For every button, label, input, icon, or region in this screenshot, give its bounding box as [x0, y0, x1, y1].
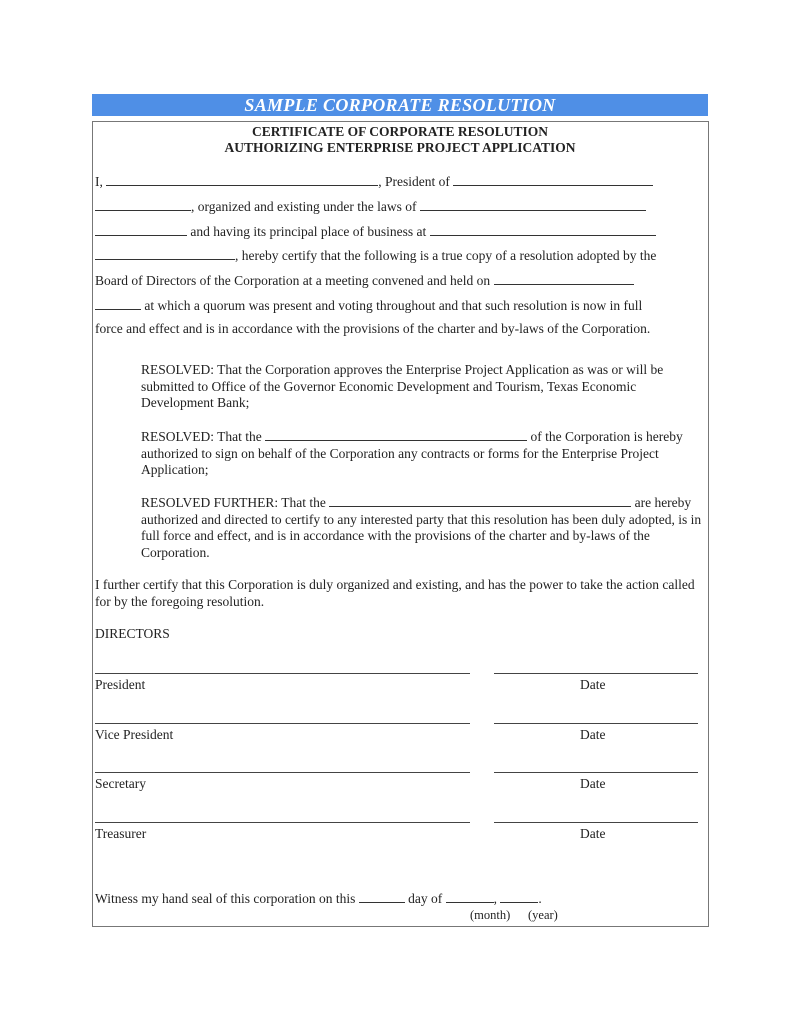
- date-line[interactable]: [494, 822, 698, 823]
- meeting-date-blank[interactable]: [494, 272, 634, 285]
- resolution-2: [141, 428, 706, 479]
- certificate-title: CERTIFICATE OF CORPORATE RESOLUTION: [252, 124, 548, 139]
- text: I,: [95, 174, 103, 189]
- date-label: Date: [580, 677, 606, 692]
- document-banner: SAMPLE CORPORATE RESOLUTION: [92, 94, 708, 116]
- signature-line[interactable]: [95, 723, 470, 724]
- body-line-5: [95, 272, 634, 289]
- signature-line[interactable]: [95, 772, 470, 773]
- text: hereby authorized and directed to certify to any interested party that this resolution has been duly adopted, is in full force and effect, and is in accordance with the provisions of the charter and by-laws of the Corporation.: [141, 495, 702, 560]
- body-line-7: force and effect and is in accordance with the provisions of the charter and by-laws of the Corporation.: [95, 321, 651, 336]
- month-label: (month): [470, 908, 511, 922]
- text: are: [634, 495, 652, 510]
- text: at which a quorum was present and voting throughout and that such resolution is now in full: [144, 298, 643, 313]
- entity-type-blank[interactable]: [95, 198, 191, 211]
- role-label: President: [95, 677, 146, 692]
- text: and having its principal place of business at: [190, 224, 427, 239]
- role-label: Vice President: [95, 726, 174, 742]
- date-label: Date: [580, 726, 606, 742]
- date-label: Date: [580, 776, 606, 791]
- body-line-3: [95, 223, 656, 240]
- text: , organized and existing under the laws of: [191, 199, 417, 214]
- text: , President of: [378, 174, 450, 189]
- officer-blank[interactable]: [265, 428, 527, 441]
- blank[interactable]: [95, 223, 187, 236]
- date-line[interactable]: [494, 772, 698, 773]
- witness-line: [95, 890, 542, 907]
- text: .: [538, 891, 542, 906]
- state-blank[interactable]: [420, 198, 646, 211]
- signature-line[interactable]: [95, 822, 470, 823]
- text: day of: [408, 891, 443, 906]
- signature-line[interactable]: [95, 673, 470, 674]
- date-line[interactable]: [494, 673, 698, 674]
- body-line-6: [95, 297, 642, 314]
- role-label: Treasurer: [95, 825, 147, 841]
- text: RESOLVED: That the: [141, 429, 262, 444]
- role-label: Secretary: [95, 776, 146, 791]
- date-label: Date: [580, 825, 606, 841]
- authorized-persons-blank[interactable]: [329, 494, 631, 507]
- year-blank[interactable]: [500, 890, 538, 903]
- resolution-3: [141, 494, 706, 561]
- company-blank[interactable]: [453, 173, 653, 186]
- text: , hereby certify that the following is a true copy of a resolution adopted by the: [235, 248, 657, 263]
- certificate-subtitle: AUTHORIZING ENTERPRISE PROJECT APPLICATION: [224, 140, 576, 155]
- text: Board of Directors of the Corporation at a meeting convened and held on: [95, 273, 491, 288]
- further-certification: I further certify that this Corporation is duly organized and existing, and has the power to take the action called for by the foregoing resolution.: [95, 577, 695, 609]
- directors-heading: DIRECTORS: [95, 626, 170, 641]
- meeting-date-blank-2[interactable]: [95, 297, 141, 310]
- date-line[interactable]: [494, 723, 698, 724]
- body-line-4: [95, 247, 656, 264]
- address-blank-2[interactable]: [95, 247, 235, 260]
- address-blank[interactable]: [430, 223, 656, 236]
- year-label: (year): [528, 908, 558, 922]
- text: of the Corporation is: [530, 429, 643, 444]
- body-line-1: [95, 173, 653, 190]
- text: Witness my hand seal of this corporation on this: [95, 891, 356, 906]
- day-blank[interactable]: [359, 890, 405, 903]
- text: hereby authorized to sign on behalf of the Corporation any contracts or forms for the Enterprise Project Application;: [141, 429, 683, 477]
- month-blank[interactable]: [446, 890, 494, 903]
- name-blank[interactable]: [106, 173, 378, 186]
- text: ,: [493, 891, 498, 906]
- resolution-1: RESOLVED: That the Corporation approves the Enterprise Project Application as was or will be submitted to Office of the Governor Economic Development and Tourism, Texas Economic Development Bank;: [141, 362, 664, 410]
- text: RESOLVED FURTHER: That the: [141, 495, 326, 510]
- body-line-2: [95, 198, 646, 215]
